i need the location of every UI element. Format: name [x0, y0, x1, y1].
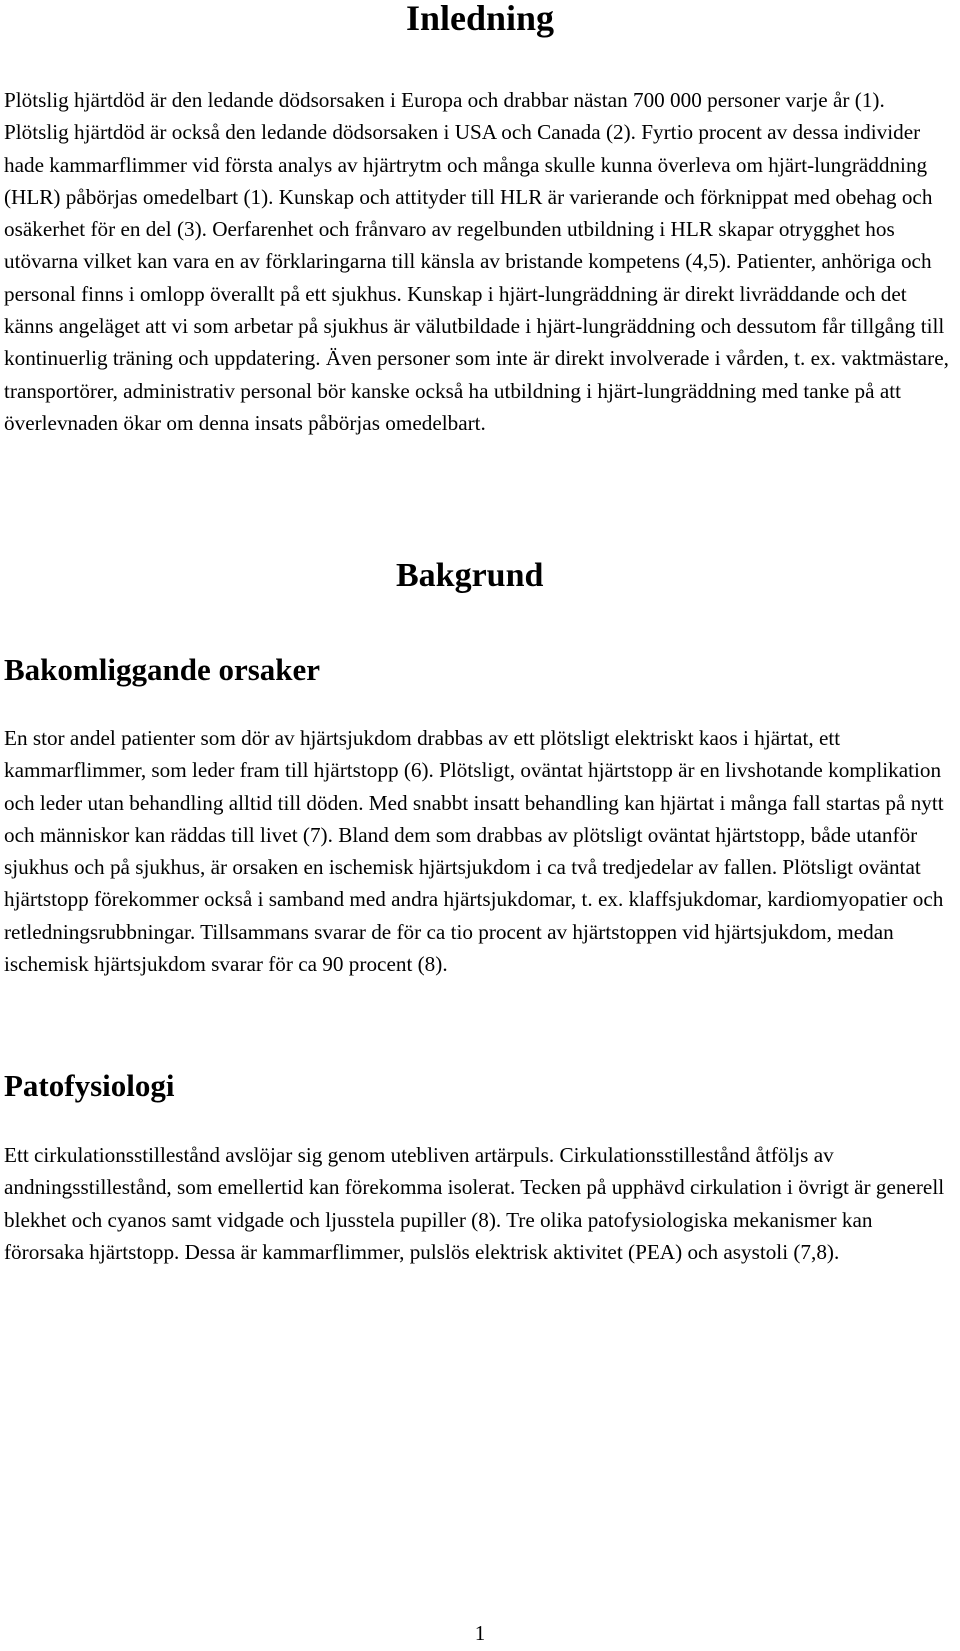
page-number: 1 — [474, 1621, 486, 1645]
page-title: Inledning — [405, 0, 555, 38]
patofysiologi-paragraph: Ett cirkulationsstillestånd avslöjar sig genom utebliven artärpuls. Cirkulationsstillestånd åtföljs av andningsstillestånd, som emellertid kan förekomma isolerat. Tecken på upphävd cirkulation i övrigt är generell blekhet och cyanos samt vidgade och ljusstela pupiller (8). Tre olika patofysiologiska mekanismer kan förorsaka hjärtstopp. Dessa är kammarflimmer, pulslös elektrisk aktivitet (PEA) och asystoli (7,8). — [4, 1143, 945, 1264]
subsection-heading-bakomliggande-orsaker: Bakomliggande orsaker — [4, 652, 321, 687]
bakomliggande-orsaker-paragraph: En stor andel patienter som dör av hjärtsjukdom drabbas av ett plötsligt elektriskt kaos i hjärtat, ett kammarflimmer, som leder fram till hjärtstopp (6). Plötsligt, oväntat hjärtstopp är en livshotande komplikation och leder utan behandling alltid till döden. Med snabbt insatt behandling kan hjärtat i många fall startas på nytt och människor kan räddas till livet (7). Bland dem som drabbas av plötsligt oväntat hjärtstopp, både utanför sjukhus och på sjukhus, är orsaken en ischemisk hjärtsjukdom i ca två tredjedelar av fallen. Plötsligt oväntat hjärtstopp förekommer också i samband med andra hjärtsjukdomar, t. ex. klaffsjukdomar, kardiomyopatier och retledningsrubbningar. Tillsammans svarar de för ca tio procent av hjärtstoppen vid hjärtsjukdom, medan ischemisk hjärtsjukdom svarar för ca 90 procent (8). — [4, 726, 944, 977]
section-heading-bakgrund: Bakgrund — [396, 557, 544, 594]
intro-paragraph: Plötslig hjärtdöd är den ledande dödsorsaken i Europa och drabbar nästan 700 000 personer varje år (1). Plötslig hjärtdöd är också den ledande dödsorsaken i USA och Canada (2). Fyrtio procent av dessa individer hade kammarflimmer vid första analys av hjärtrytm och många skulle kunna överleva om hjärt-lungräddning (HLR) påbörjas omedelbart (1). Kunskap och attityder till HLR är varierande och förknippat med obehag och osäkerhet för en del (3). Oerfarenhet och frånvaro av regelbunden utbildning i HLR skapar otrygghet hos utövarna vilket kan vara en av förklaringarna till känsla av bristande kompetens (4,5). Patienter, anhöriga och personal finns i omlopp överallt på ett sjukhus. Kunskap i hjärt-lungräddning är direkt livräddande och det känns angeläget att vi som arbetar på sjukhus är välutbildade i hjärt-lungräddning och dessutom får tillgång till kontinuerlig träning och uppdatering. Även personer som inte är direkt involverade i vården, t. ex. vaktmästare, transportörer, administrativ personal bör kanske också ha utbildning i hjärt-lungräddning med tanke på att överlevnaden ökar om denna insats påbörjas omedelbart. — [4, 88, 949, 435]
subsection-heading-patofysiologi: Patofysiologi — [4, 1068, 175, 1103]
